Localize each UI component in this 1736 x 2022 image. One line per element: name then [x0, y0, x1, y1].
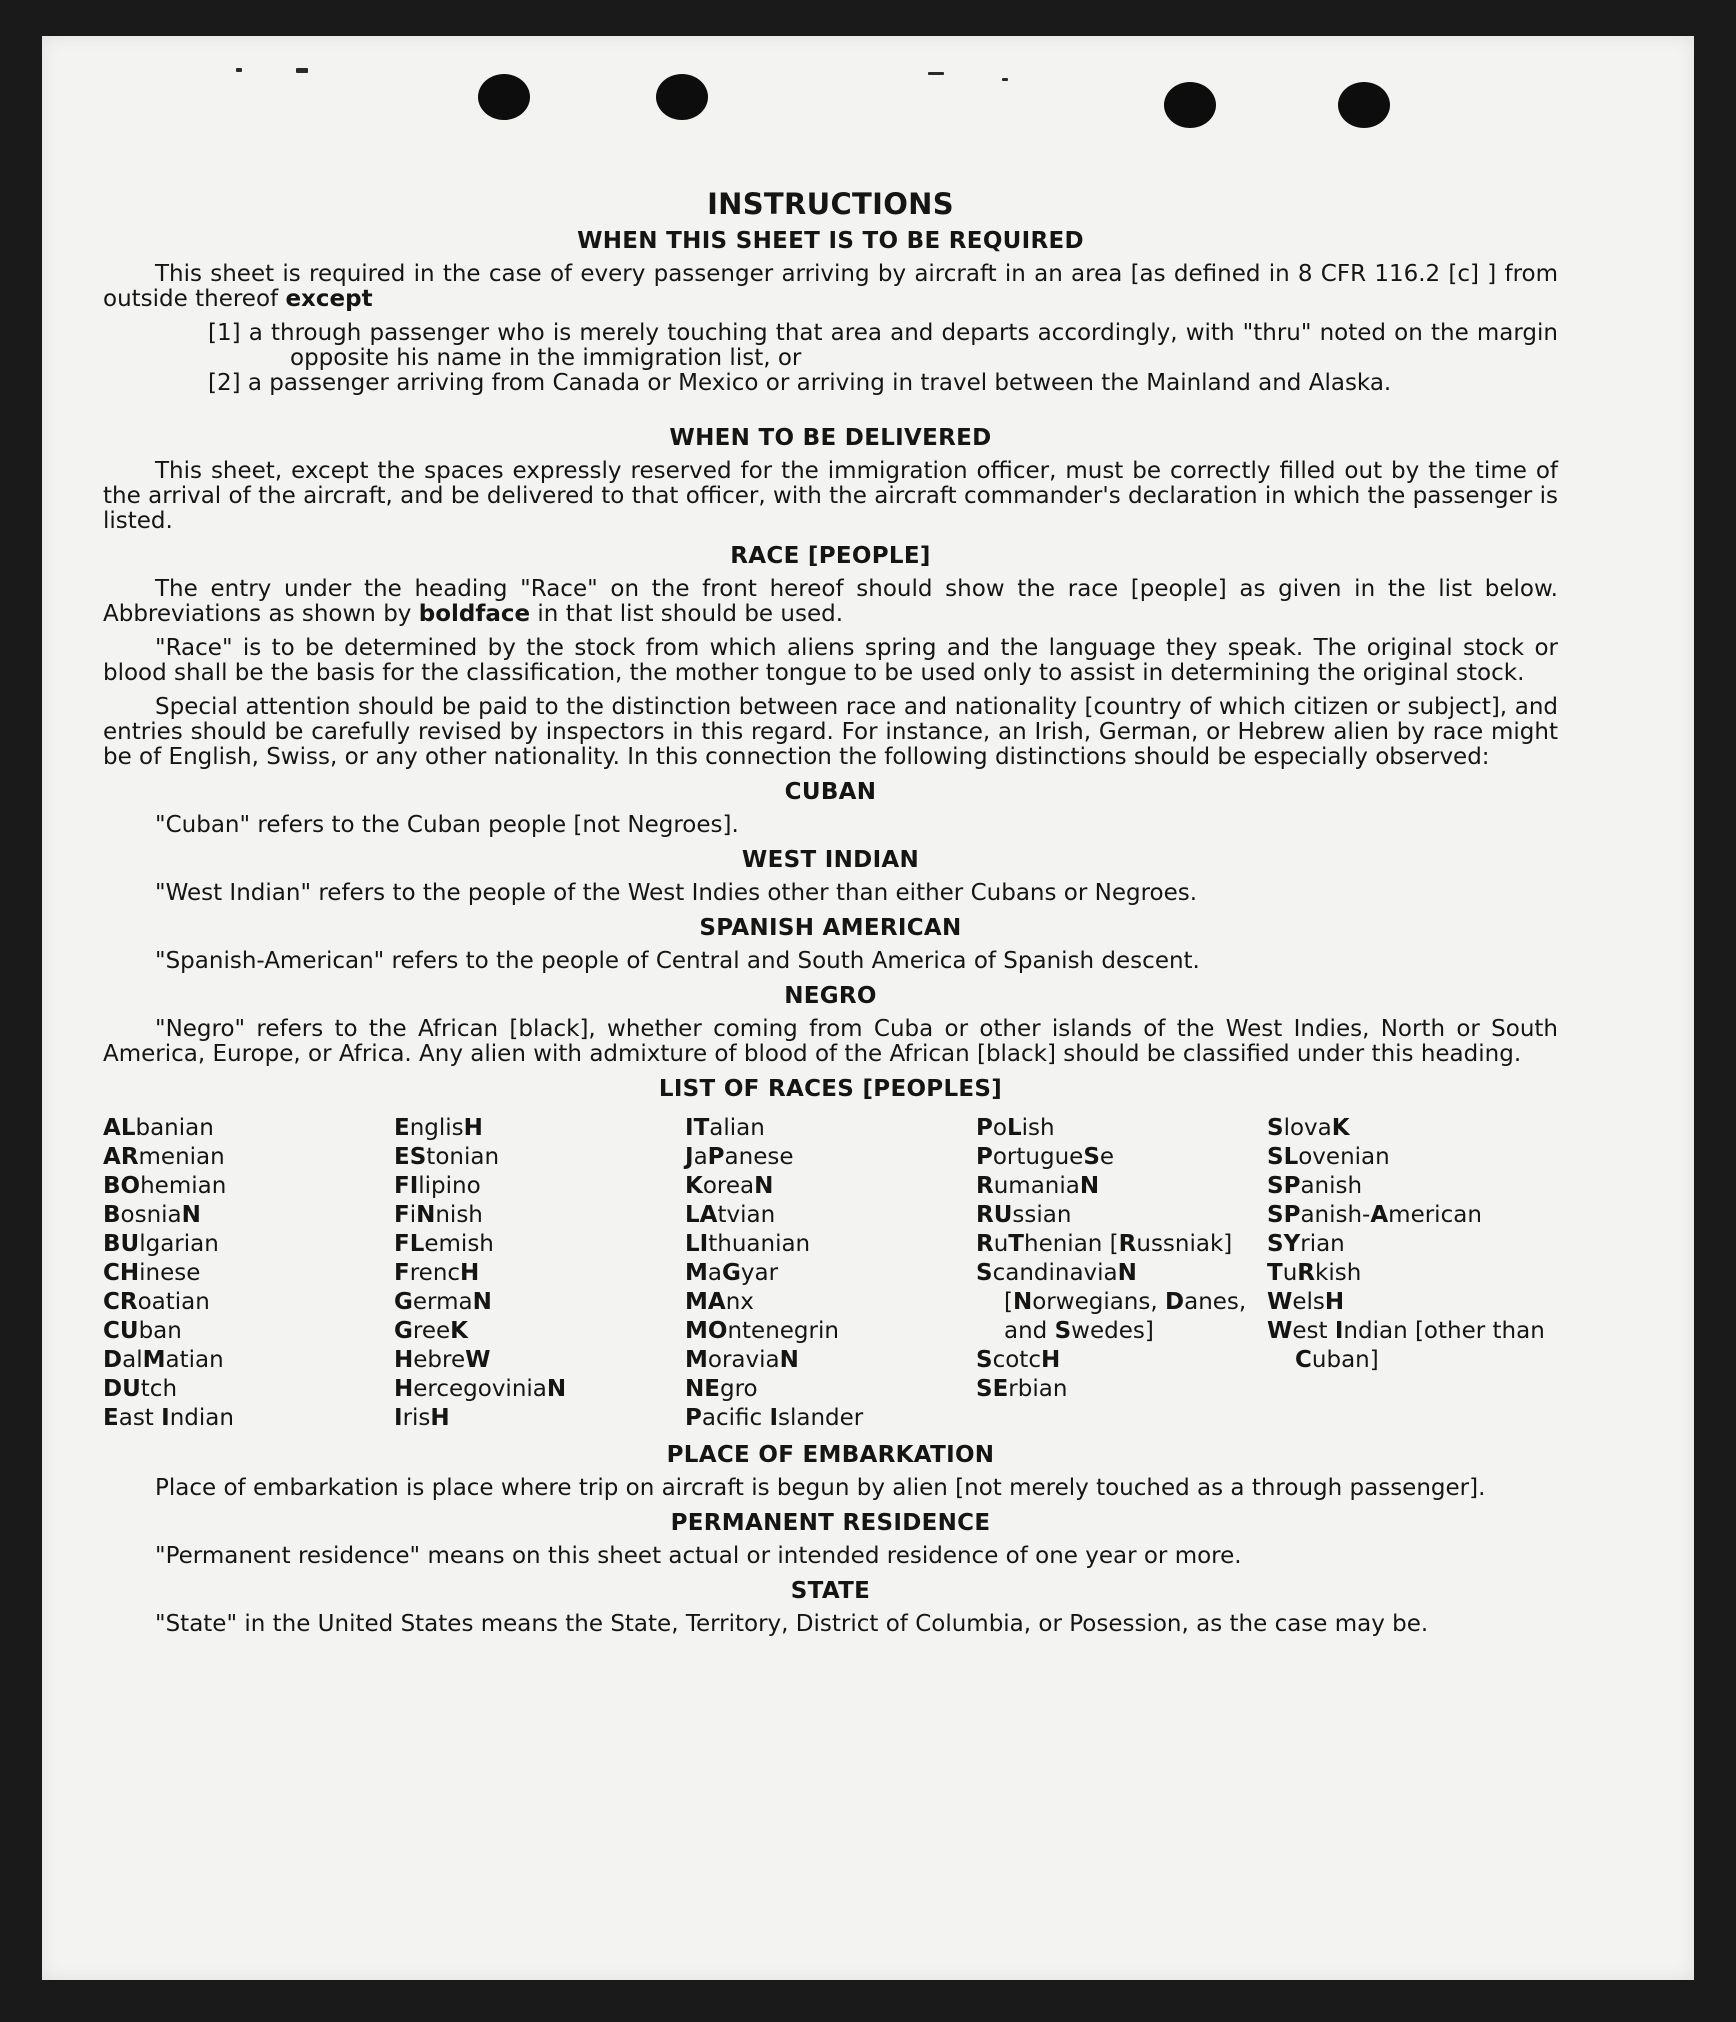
document-page	[42, 36, 1694, 1980]
race-entry: CRoatian	[103, 1289, 210, 1315]
heading-west-indian: WEST INDIAN	[741, 847, 920, 873]
race-entry: CHinese	[103, 1260, 201, 1286]
heading-embarkation: PLACE OF EMBARKATION	[666, 1442, 995, 1468]
when-required-item: [2] a passenger arriving from Canada or Mexico or arriving in travel between the Mainland and Alaska.	[208, 370, 1392, 396]
race-entry: DUtch	[103, 1376, 178, 1402]
race-column	[394, 1114, 685, 1433]
race-entry: KoreaN	[685, 1173, 774, 1199]
speck	[928, 72, 944, 75]
race-entry: FLemish	[394, 1231, 494, 1257]
race-entry: IrisH	[394, 1405, 450, 1431]
race-column	[685, 1114, 976, 1433]
race-entry: BUlgarian	[103, 1231, 219, 1257]
heading-when-delivered: WHEN TO BE DELIVERED	[669, 425, 992, 451]
race-entry: MaGyar	[685, 1260, 779, 1286]
race-entry: West Indian [other than Cuban]	[1267, 1318, 1545, 1373]
race-entry: MOntenegrin	[685, 1318, 839, 1344]
race-entry: RUssian	[976, 1202, 1072, 1228]
heading-when-required: WHEN THIS SHEET IS TO BE REQUIRED	[577, 228, 1084, 254]
races-list	[103, 1114, 1558, 1433]
race-paragraph-1: The entry under the heading "Race" on the front hereof should show the race [people] as given in the list below. Abbreviations as shown by boldface in that list should be used.	[103, 576, 1558, 627]
heading-negro: NEGRO	[784, 983, 877, 1009]
race-entry: SErbian	[976, 1376, 1068, 1402]
embarkation-text: Place of embarkation is place where trip on aircraft is begun by alien [not merely touched as a through passenger].	[155, 1475, 1486, 1501]
race-entry: BOhemian	[103, 1173, 227, 1199]
race-entry: JaPanese	[685, 1144, 794, 1170]
heading-spanish-american: SPANISH AMERICAN	[699, 915, 962, 941]
race-entry: Pacific Islander	[685, 1405, 864, 1431]
when-delivered-text: This sheet, except the spaces expressly reserved for the immigration officer, must be correctly filled out by the time of the arrival of the aircraft, and be delivered to that officer, with the aircraft commander's declaration in which the passenger is listed.	[103, 458, 1558, 534]
speck	[296, 68, 308, 73]
race-entry: EStonian	[394, 1144, 500, 1170]
speck	[236, 68, 242, 72]
when-required-item: [1] a through passenger who is merely touching that area and departs accordingly, with "thru" noted on the margin opposite his name in the immigration list, or	[208, 320, 1558, 371]
race-entry: LAtvian	[685, 1202, 776, 1228]
residence-text: "Permanent residence" means on this sheet actual or intended residence of one year or more.	[155, 1543, 1242, 1569]
race-entry: RumaniaN	[976, 1173, 1100, 1199]
race-entry: FiNnish	[394, 1202, 483, 1228]
race-column	[1267, 1114, 1558, 1433]
race-entry: BosniaN	[103, 1202, 201, 1228]
heading-list-of-races: LIST OF RACES [PEOPLES]	[658, 1076, 1003, 1102]
punch-hole	[1164, 82, 1216, 128]
instructions-content	[103, 156, 1558, 1646]
punch-hole	[1338, 82, 1390, 128]
race-entry: SYrian	[1267, 1231, 1345, 1257]
race-entry: WelsH	[1267, 1289, 1345, 1315]
when-required-intro: This sheet is required in the case of every passenger arriving by aircraft in an area [as defined in 8 CFR 116.2 [c] ] from outside thereof except	[103, 261, 1558, 312]
heading-cuban: CUBAN	[784, 779, 877, 805]
race-entry: HercegoviniaN	[394, 1376, 567, 1402]
race-entry: HebreW	[394, 1347, 491, 1373]
race-entry: MoraviaN	[685, 1347, 799, 1373]
race-entry: PoLish	[976, 1115, 1055, 1141]
heading-residence: PERMANENT RESIDENCE	[670, 1510, 991, 1536]
race-entry: ALbanian	[103, 1115, 214, 1141]
race-entry: FIlipino	[394, 1173, 481, 1199]
west-indian-text: "West Indian" refers to the people of the West Indies other than either Cubans or Negroes.	[155, 880, 1198, 906]
cuban-text: "Cuban" refers to the Cuban people [not Negroes].	[155, 812, 739, 838]
heading-state: STATE	[790, 1578, 871, 1604]
race-entry: ScotcH	[976, 1347, 1061, 1373]
race-entry: GreeK	[394, 1318, 468, 1344]
race-entry: PortugueSe	[976, 1144, 1115, 1170]
race-entry: GermaN	[394, 1289, 492, 1315]
race-entry: SLovenian	[1267, 1144, 1390, 1170]
spanish-american-text: "Spanish-American" refers to the people of Central and South America of Spanish descent.	[155, 948, 1200, 974]
race-paragraph-3: Special attention should be paid to the distinction between race and nationality [country of which citizen or subject], and entries should be carefully revised by inspectors in this regard. For instance, an Irish, German, or Hebrew alien by race might be of English, Swiss, or any other nationality. In this connection the following distinctions should be especially observed:	[103, 694, 1558, 770]
negro-text: "Negro" refers to the African [black], whether coming from Cuba or other islands of the West Indies, North or South America, Europe, or Africa. Any alien with admixture of blood of the African [black] should be classified under this heading.	[103, 1016, 1558, 1067]
race-entry: CUban	[103, 1318, 182, 1344]
race-entry: ScandinaviaN [Norwegians, Danes, and Swedes]	[976, 1260, 1247, 1344]
punch-hole	[656, 74, 708, 120]
state-text: "State" in the United States means the State, Territory, District of Columbia, or Posession, as the case may be.	[155, 1611, 1429, 1637]
race-entry: EnglisH	[394, 1115, 483, 1141]
race-entry: FrencH	[394, 1260, 480, 1286]
race-column	[103, 1114, 394, 1433]
race-entry: TuRkish	[1267, 1260, 1362, 1286]
race-column	[976, 1114, 1267, 1433]
page-title: INSTRUCTIONS	[707, 187, 954, 221]
race-entry: NEgro	[685, 1376, 758, 1402]
race-entry: SlovaK	[1267, 1115, 1350, 1141]
speck	[1002, 78, 1008, 81]
race-entry: SPanish-American	[1267, 1202, 1482, 1228]
race-entry: DalMatian	[103, 1347, 224, 1373]
race-entry: ARmenian	[103, 1144, 225, 1170]
race-entry: RuThenian [Russniak]	[976, 1231, 1233, 1257]
punch-hole	[478, 74, 530, 120]
race-entry: ITalian	[685, 1115, 765, 1141]
heading-race: RACE [PEOPLE]	[730, 543, 931, 569]
race-entry: MAnx	[685, 1289, 754, 1315]
race-entry: East Indian	[103, 1405, 234, 1431]
race-paragraph-2: "Race" is to be determined by the stock from which aliens spring and the language they speak. The original stock or blood shall be the basis for the classification, the mother tongue to be used only to assist in determining the original stock.	[103, 635, 1558, 686]
race-entry: LIthuanian	[685, 1231, 811, 1257]
race-entry: SPanish	[1267, 1173, 1363, 1199]
